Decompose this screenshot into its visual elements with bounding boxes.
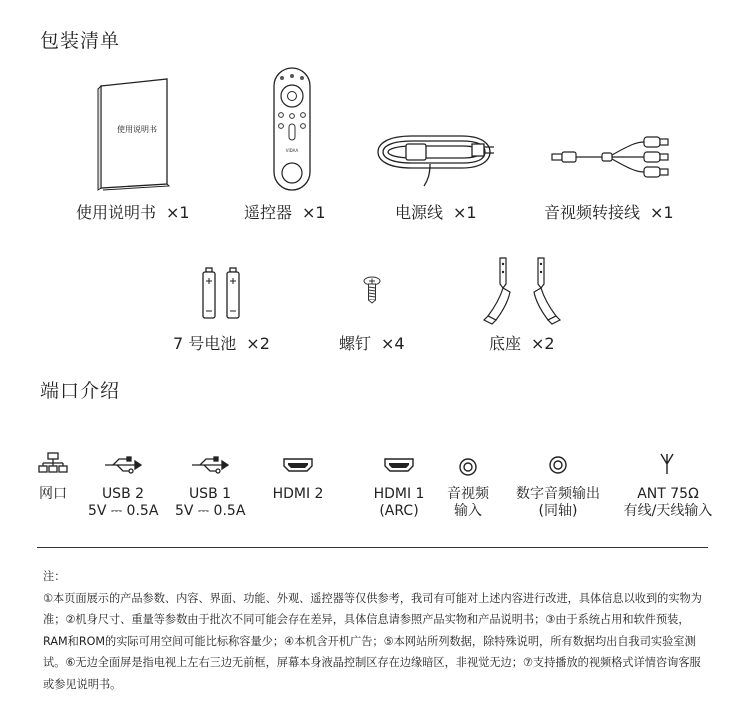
item-caption-manual: [76, 200, 190, 223]
manual-cover-text: 使用说明书: [117, 125, 157, 134]
item-name: 使用说明书: [76, 203, 157, 222]
package-section-title: 包装清单: [40, 30, 121, 52]
batteries-image: [200, 266, 246, 320]
item-qty: ×1: [650, 203, 674, 222]
coaxial-jack-icon: [548, 455, 568, 475]
port-label-line1: HDMI 2: [272, 486, 324, 502]
item-caption-stand: [489, 331, 555, 354]
manual-booklet-image: [95, 76, 175, 192]
item-qty: ×1: [453, 203, 477, 222]
network-icon: [38, 452, 68, 476]
item-name: 音视频转接线: [544, 203, 641, 222]
item-qty: ×1: [166, 203, 190, 222]
item-name: 遥控器: [244, 203, 293, 222]
screw-image: [362, 276, 382, 304]
item-name: 螺钉: [339, 334, 372, 353]
port-label-line1: 音视频: [447, 486, 489, 502]
port-label-usb1: [175, 486, 245, 520]
stand-feet-image: [482, 254, 562, 328]
item-name: 底座: [489, 334, 522, 353]
svg-text:VIDAA: VIDAA: [285, 148, 299, 153]
port-label-hdmi1: [364, 486, 434, 520]
item-qty: ×1: [302, 203, 326, 222]
notes-text: ①本页面展示的产品参数、内容、界面、功能、外观、遥控器等仅供参考，我司有可能对上述内容进行改进，具体信息以收到的实物为准；②机身尺寸、重量等参数由于批次不同可能会存在差异，具体信息请参照产品实物和产品说明书；③由于系统占用和软件预装，RAM和ROM的实际可用空间可能比标称容量少；④本机含开机广告；⑤本网站所列数据，除特殊说明，所有数据均出自我司实验室测试。⑥无边全面屏是指电视上左右三边无前框，屏幕本身液晶控制区存在边缘暗区，非视觉无边；⑦支持播放的视频格式详情咨询客服或参见说明书。: [43, 591, 702, 691]
ports-section-title: 端口介绍: [40, 380, 121, 402]
port-label-line2: 5V ⎓ 0.5A: [175, 503, 246, 519]
audio-jack-icon: [458, 457, 478, 477]
antenna-icon: [659, 452, 675, 476]
usb-icon: [190, 456, 230, 474]
port-label-line1: USB 2: [101, 486, 145, 502]
port-label-coaxial: [508, 486, 608, 520]
av-adapter-cable-image: [550, 136, 678, 180]
port-label-line1: USB 1: [188, 486, 232, 502]
item-name: 电源线: [395, 203, 444, 222]
item-caption-power-cord: [395, 200, 477, 223]
port-label-line2: 输入: [454, 503, 482, 519]
item-caption-batteries: [173, 331, 270, 354]
notes-block: [43, 566, 707, 695]
port-label-line1: HDMI 1: [373, 486, 425, 502]
power-cord-image: [372, 128, 500, 188]
port-label-network: [33, 486, 73, 503]
notes-heading: 注：: [43, 570, 66, 583]
port-label-antenna: [612, 486, 724, 520]
port-label-line1: 数字音频输出: [516, 486, 600, 502]
section-divider: [37, 547, 708, 548]
port-label-line2: (ARC): [379, 503, 419, 519]
item-caption-remote: [244, 200, 326, 223]
item-caption-screws: [339, 331, 405, 354]
remote-control-image: [270, 66, 314, 192]
port-label-usb2: [88, 486, 158, 520]
item-qty: ×2: [531, 334, 555, 353]
port-label-line1: ANT 75Ω: [637, 486, 699, 502]
port-label-hdmi2: [263, 486, 333, 503]
hdmi-icon: [282, 457, 314, 473]
hdmi-icon: [383, 457, 415, 473]
port-label-line1: 网口: [39, 486, 67, 502]
port-label-line2: 有线/天线输入: [623, 503, 713, 519]
port-label-line2: 5V ⎓ 0.5A: [88, 503, 159, 519]
item-caption-av-cable: [544, 200, 674, 223]
port-label-av-input: [438, 486, 498, 520]
usb-icon: [103, 456, 143, 474]
item-qty: ×2: [246, 334, 270, 353]
port-label-line2: (同轴): [538, 503, 578, 519]
item-qty: ×4: [381, 334, 405, 353]
item-name: 7 号电池: [173, 334, 237, 353]
